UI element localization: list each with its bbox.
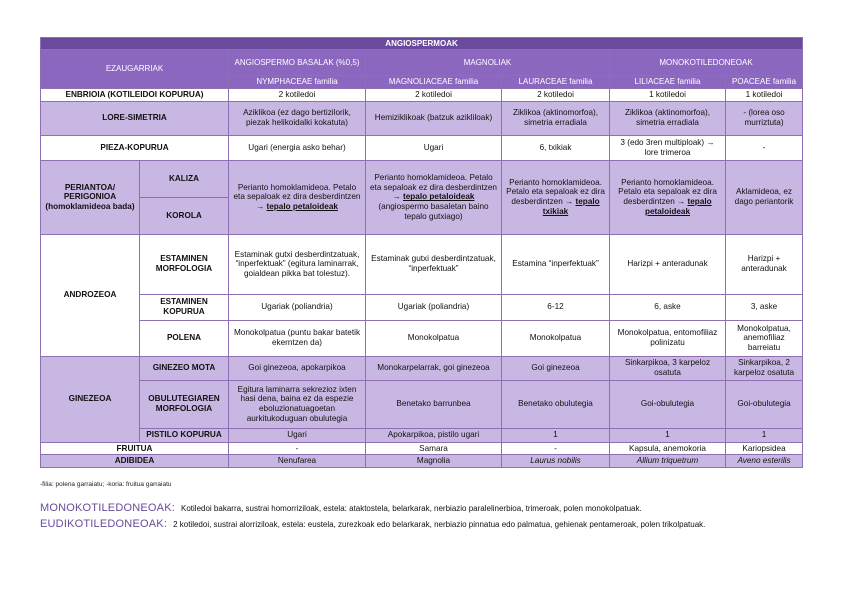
table-row (41, 135, 803, 160)
cell: Ziklikoa (aktinomorfoa), simetria erradiala (610, 101, 726, 135)
cell: Perianto homoklamideoa. Petalo eta sepaloak ez dira desberdintzen → tepalo petaloideak (610, 160, 726, 234)
cell: Sinkarpikoa, 3 karpeloz osatuta (610, 356, 726, 380)
cell: 3, aske (726, 294, 803, 320)
cell: 6, aske (610, 294, 726, 320)
table-row (41, 234, 803, 294)
row-label-androzeoa: ANDROZEOA (41, 234, 140, 356)
cell: Allium triquetrum (610, 455, 726, 468)
monokot-summary (40, 502, 642, 514)
cell: Ugari (366, 135, 502, 160)
cell: Aziklikoa (ez dago bertizilorik, piezak helikoidalki kokatuta) (229, 101, 366, 135)
family-poaceae: POACEAE familia (726, 76, 803, 88)
family-lauraceae: LAURACEAE familia (502, 76, 610, 88)
cell: - (502, 442, 610, 455)
cell: Magnolia (366, 455, 502, 468)
table-row (41, 380, 803, 428)
row-label-perianto: PERIANTOA/ PERIGONIOA (homoklamideoa bada) (41, 160, 140, 234)
cell: Goi ginezeoa (502, 356, 610, 380)
cell: 1 kotiledoi (610, 88, 726, 101)
cell: 2 kotiledoi (366, 88, 502, 101)
table-row (41, 101, 803, 135)
magnoliak-header: MAGNOLIAK (366, 50, 610, 76)
eudikot-summary-text: 2 kotiledoi, sustrai alorriziloak, estela: eustela, zurezkoak edo belarkarak, nerbiazio pinnatua edo palmatua, gehienak pentameroak, polen trikolpatuak. (173, 520, 706, 529)
cell: Goi-obulutegia (726, 380, 803, 428)
cell: Perianto homoklamideoa. Petalo eta sepaloak ez dira desberdintzen → tepalo txikiak (502, 160, 610, 234)
sub-label-kaliza: KALIZA (140, 160, 229, 197)
table-row (41, 160, 803, 197)
family-magnoliaceae: MAGNOLIACEAE familia (366, 76, 502, 88)
cell: 1 kotiledoi (726, 88, 803, 101)
monokot-header: MONOKOTILEDONEOAK (610, 50, 803, 76)
cell: - (lorea oso murriztuta) (726, 101, 803, 135)
cell: Ugari (229, 428, 366, 442)
family-liliaceae: LILIACEAE familia (610, 76, 726, 88)
sub-label-kopurua: ESTAMINEN KOPURUA (140, 294, 229, 320)
cell: Laurus nobilis (502, 455, 610, 468)
cell: Samara (366, 442, 502, 455)
cell: Monokolpatua (puntu bakar batetik ekerntzen da) (229, 320, 366, 356)
eudikot-summary-label: EUDIKOTILEDONEOAK: (40, 518, 168, 530)
sub-label-obulutegia: OBULUTEGIAREN MORFOLOGIA (140, 380, 229, 428)
footnote: -filia: polena garraiatu; -koria: fruitua garraiatu (40, 481, 172, 488)
cell: Perianto homoklamideoa. Petalo eta sepaloak ez dira desberdintzen → tepalo petaloideak (229, 160, 366, 234)
monokot-summary-text: Kotiledoi bakarra, sustrai homorriziloak, estela: ataktostela, belarkarak, nerbiazio paralelinerbioa, trimeroak, polen monokolpatuak. (181, 504, 642, 513)
table-row (41, 356, 803, 380)
row-label-adibidea: ADIBIDEA (41, 455, 229, 468)
cell: 1 (726, 428, 803, 442)
cell: Sinkarpikoa, 2 karpeloz osatuta (726, 356, 803, 380)
cell: Monokarpelarrak, goi ginezeoa (366, 356, 502, 380)
cell: Harizpi + anteradunak (610, 234, 726, 294)
cell: Goi ginezeoa, apokarpikoa (229, 356, 366, 380)
cell: Perianto homoklamideoa. Petalo eta sepaloak ez dira desberdintzen → tepalo petaloideak (angiospermo basaletan baino tepalo gutxiago) (366, 160, 502, 234)
table-row (41, 442, 803, 455)
cell: Ziklikoa (aktinomorfoa), simetria erradiala (502, 101, 610, 135)
cell: 2 kotiledoi (502, 88, 610, 101)
sub-label-morfologia: ESTAMINEN MORFOLOGIA (140, 234, 229, 294)
cell: Harizpi + anteradunak (726, 234, 803, 294)
table-row (41, 428, 803, 442)
cell: Ugari (energia asko behar) (229, 135, 366, 160)
cell: Benetako obulutegia (502, 380, 610, 428)
cell: Goi-obulutegia (610, 380, 726, 428)
row-label-lore: LORE-SIMETRIA (41, 101, 229, 135)
sub-label-mota: GINEZEO MOTA (140, 356, 229, 380)
basalak-header: ANGIOSPERMO BASALAK (%0,5) (229, 50, 366, 76)
cell: Aklamideoa, ez dago periantorik (726, 160, 803, 234)
monokot-summary-label: MONOKOTILEDONEOAK: (40, 502, 176, 514)
sub-label-korola: KOROLA (140, 197, 229, 234)
cell: Estaminak gutxi desberdintzatuak, “inperfektuak” (egitura laminarrak, goialdean pikka bat tolestuz). (229, 234, 366, 294)
row-label-ginezeoa: GINEZEOA (41, 356, 140, 442)
cell: Monokolpatua, entomofiliaz polinizatu (610, 320, 726, 356)
cell: Kariopsidea (726, 442, 803, 455)
cell: Monokolpatua, anemofiliaz barreiatu (726, 320, 803, 356)
cell: 1 (610, 428, 726, 442)
table-row (41, 88, 803, 101)
row-label-enbrioia: ENBRIOIA (KOTILEIDOI KOPURUA) (41, 88, 229, 101)
angiosperm-table (40, 37, 803, 468)
cell: Ugariak (poliandria) (229, 294, 366, 320)
cell: Hemiziklikoak (batzuk azikliloak) (366, 101, 502, 135)
ezaugarriak-header: EZAUGARRIAK (41, 50, 229, 88)
sub-label-pistilo: PISTILO KOPURUA (140, 428, 229, 442)
cell: Apokarpikoa, pistilo ugari (366, 428, 502, 442)
family-nymphaceae: NYMPHACEAE familia (229, 76, 366, 88)
cell: Ugariak (poliandria) (366, 294, 502, 320)
cell: Aveno esterilis (726, 455, 803, 468)
table-row (41, 294, 803, 320)
cell: 6-12 (502, 294, 610, 320)
cell: Estamina “inperfektuak” (502, 234, 610, 294)
cell: Monokolpatua (502, 320, 610, 356)
table-title: ANGIOSPERMOAK (41, 38, 803, 50)
cell: 3 (edo 3ren multiploak) → lore trimeroa (610, 135, 726, 160)
cell: Estaminak gutxi desberdintzatuak, “inperfektuak” (366, 234, 502, 294)
row-label-pieza: PIEZA-KOPURUA (41, 135, 229, 160)
row-label-fruitua: FRUITUA (41, 442, 229, 455)
cell: Nenufarea (229, 455, 366, 468)
cell: Egitura laminarra sekrezioz ixten hasi dena, baina ez da espezie eboluzionatuagoetan aurkitukoduguan obulutegia (229, 380, 366, 428)
sub-label-polena: POLENA (140, 320, 229, 356)
table-row (41, 320, 803, 356)
cell: Benetako barrunbea (366, 380, 502, 428)
cell: 6, txikiak (502, 135, 610, 160)
cell: - (726, 135, 803, 160)
cell: 2 kotiledoi (229, 88, 366, 101)
cell: Kapsula, anemokoria (610, 442, 726, 455)
cell: Monokolpatua (366, 320, 502, 356)
eudikot-summary (40, 518, 705, 530)
table-row (41, 455, 803, 468)
cell: - (229, 442, 366, 455)
cell: 1 (502, 428, 610, 442)
